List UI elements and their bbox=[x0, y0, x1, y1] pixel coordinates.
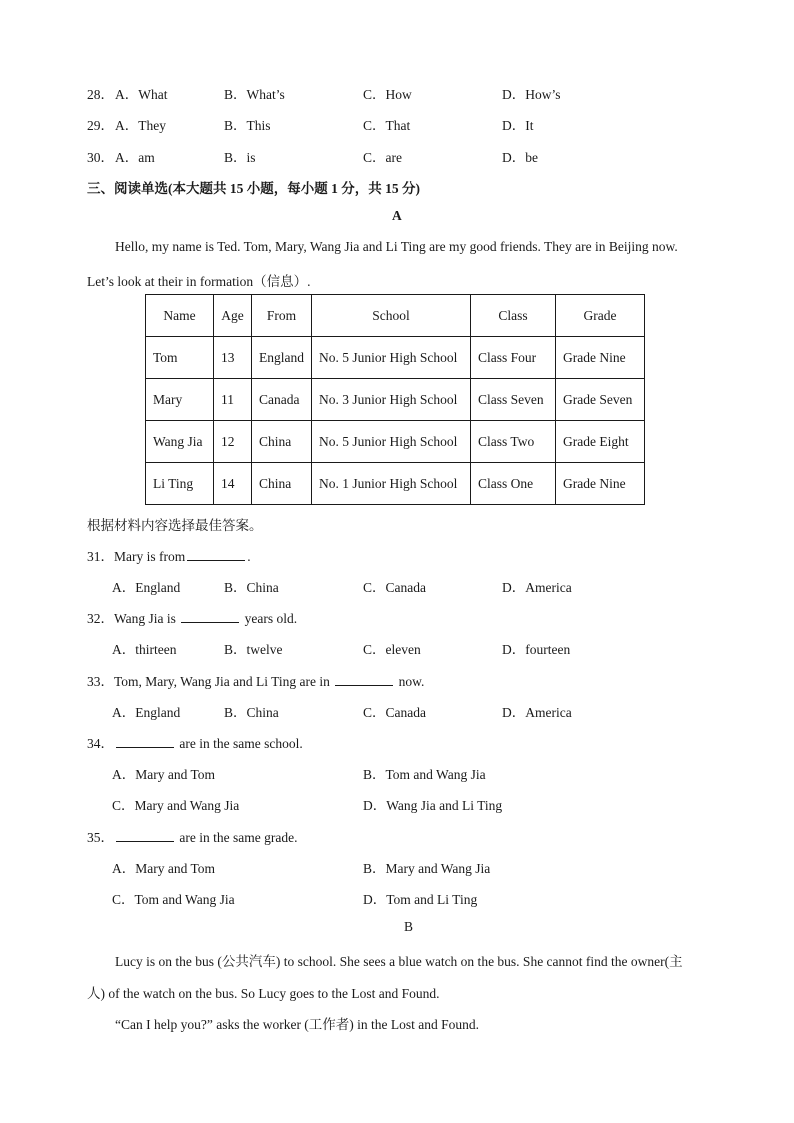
table-cell: Wang Jia bbox=[146, 421, 214, 463]
student-info-table bbox=[145, 294, 645, 505]
table-cell: Grade Nine bbox=[556, 337, 645, 379]
answer-blank[interactable] bbox=[116, 736, 174, 748]
question-35-stem bbox=[87, 826, 297, 846]
question-32-text: Wang Jia is bbox=[114, 611, 176, 626]
table-cell: No. 5 Junior High School bbox=[312, 421, 471, 463]
question-31-option-b[interactable]: B．China bbox=[224, 580, 279, 595]
question-29-option-b[interactable]: B．This bbox=[224, 118, 271, 133]
question-35-option-d[interactable]: D．Tom and Li Ting bbox=[363, 892, 478, 907]
question-34-option-b[interactable]: B．Tom and Wang Jia bbox=[363, 767, 486, 782]
question-28-option-d[interactable]: D．How’s bbox=[502, 87, 561, 102]
passage-b-line-1: Lucy is on the bus (公共汽车) to school. She sees a blue watch on the bus. She cannot find the owner(主 bbox=[115, 954, 683, 969]
table-row bbox=[146, 337, 645, 379]
table-header-row bbox=[146, 295, 645, 337]
instruction-text: 根据材料内容选择最佳答案。 bbox=[87, 518, 263, 533]
table-header-cell: Class bbox=[471, 295, 556, 337]
question-28-option-c[interactable]: C．How bbox=[363, 87, 412, 102]
passage-a-line-2: Let’s look at their in formation（信息）. bbox=[87, 274, 311, 289]
question-34-text: are in the same school. bbox=[179, 736, 303, 751]
table-cell: No. 1 Junior High School bbox=[312, 463, 471, 505]
question-35-option-b[interactable]: B．Mary and Wang Jia bbox=[363, 861, 491, 876]
question-29-option-a[interactable]: A．They bbox=[115, 118, 166, 133]
question-28-number: 28． bbox=[87, 87, 114, 102]
question-35-option-c[interactable]: C．Tom and Wang Jia bbox=[112, 892, 235, 907]
table-cell: Class Seven bbox=[471, 379, 556, 421]
table-row bbox=[146, 421, 645, 463]
question-32-text-end: years old. bbox=[244, 611, 298, 626]
passage-b-line-2: 人) of the watch on the bus. So Lucy goes to the Lost and Found. bbox=[87, 986, 440, 1001]
answer-blank[interactable] bbox=[181, 611, 239, 623]
passage-a-line-1: Hello, my name is Ted. Tom, Mary, Wang Jia and Li Ting are my good friends. They are in Beijing now. bbox=[115, 239, 678, 254]
table-cell: Grade Seven bbox=[556, 379, 645, 421]
table-cell: England bbox=[252, 337, 312, 379]
question-33-text: Tom, Mary, Wang Jia and Li Ting are in bbox=[114, 674, 330, 689]
table-header-cell: School bbox=[312, 295, 471, 337]
question-28-option-a[interactable]: A．What bbox=[115, 87, 168, 102]
question-32-number: 32． bbox=[87, 611, 114, 626]
table-cell: Class One bbox=[471, 463, 556, 505]
question-31-option-d[interactable]: D．America bbox=[502, 580, 572, 595]
question-34-number: 34． bbox=[87, 736, 114, 751]
question-29-option-c[interactable]: C．That bbox=[363, 118, 411, 133]
table-header-cell: Name bbox=[146, 295, 214, 337]
table-cell: Class Four bbox=[471, 337, 556, 379]
table-header-cell: Grade bbox=[556, 295, 645, 337]
question-30-option-c[interactable]: C．are bbox=[363, 150, 402, 165]
table-cell: Canada bbox=[252, 379, 312, 421]
question-34-option-c[interactable]: C．Mary and Wang Jia bbox=[112, 798, 240, 813]
table-header-cell: From bbox=[252, 295, 312, 337]
question-31-text: Mary is from bbox=[114, 549, 186, 564]
table-cell: No. 5 Junior High School bbox=[312, 337, 471, 379]
question-35-number: 35． bbox=[87, 830, 114, 845]
question-31-option-a[interactable]: A．England bbox=[112, 580, 181, 595]
question-33-option-d[interactable]: D．America bbox=[502, 705, 572, 720]
question-33-number: 33． bbox=[87, 674, 114, 689]
question-33-option-b[interactable]: B．China bbox=[224, 705, 279, 720]
table-row bbox=[146, 379, 645, 421]
table-cell: Tom bbox=[146, 337, 214, 379]
passage-b-label: B bbox=[404, 919, 414, 934]
question-29-number: 29． bbox=[87, 118, 114, 133]
table-row bbox=[146, 463, 645, 505]
table-header-cell: Age bbox=[214, 295, 252, 337]
answer-blank[interactable] bbox=[335, 674, 393, 686]
table-cell: Grade Nine bbox=[556, 463, 645, 505]
table-cell: 12 bbox=[214, 421, 252, 463]
question-29-option-d[interactable]: D．It bbox=[502, 118, 534, 133]
table-cell: Grade Eight bbox=[556, 421, 645, 463]
section-title: 三、阅读单选(本大题共 15 小题，每小题 1 分，共 15 分) bbox=[87, 181, 420, 196]
question-31-option-c[interactable]: C．Canada bbox=[363, 580, 426, 595]
passage-a-label: A bbox=[392, 208, 402, 223]
question-32-option-b[interactable]: B．twelve bbox=[224, 642, 283, 657]
question-33-option-a[interactable]: A．England bbox=[112, 705, 181, 720]
question-31-stem bbox=[87, 545, 251, 565]
table-cell: 13 bbox=[214, 337, 252, 379]
answer-blank[interactable] bbox=[116, 830, 174, 842]
table-cell: China bbox=[252, 463, 312, 505]
table-cell: Class Two bbox=[471, 421, 556, 463]
table-cell: No. 3 Junior High School bbox=[312, 379, 471, 421]
question-32-option-d[interactable]: D．fourteen bbox=[502, 642, 571, 657]
question-34-option-a[interactable]: A．Mary and Tom bbox=[112, 767, 216, 782]
question-31-text-end: . bbox=[247, 549, 251, 564]
question-32-option-c[interactable]: C．eleven bbox=[363, 642, 421, 657]
table-cell: China bbox=[252, 421, 312, 463]
question-35-option-a[interactable]: A．Mary and Tom bbox=[112, 861, 216, 876]
question-28-option-b[interactable]: B．What’s bbox=[224, 87, 285, 102]
table-cell: 14 bbox=[214, 463, 252, 505]
question-30-option-a[interactable]: A．am bbox=[115, 150, 155, 165]
table-cell: Mary bbox=[146, 379, 214, 421]
question-30-option-d[interactable]: D．be bbox=[502, 150, 538, 165]
question-34-option-d[interactable]: D．Wang Jia and Li Ting bbox=[363, 798, 503, 813]
question-33-text-end: now. bbox=[398, 674, 425, 689]
table-cell: Li Ting bbox=[146, 463, 214, 505]
answer-blank[interactable] bbox=[187, 549, 245, 561]
question-31-number: 31． bbox=[87, 549, 114, 564]
question-34-stem bbox=[87, 732, 303, 752]
question-32-option-a[interactable]: A．thirteen bbox=[112, 642, 177, 657]
question-35-text: are in the same grade. bbox=[179, 830, 298, 845]
question-30-option-b[interactable]: B．is bbox=[224, 150, 256, 165]
question-33-option-c[interactable]: C．Canada bbox=[363, 705, 426, 720]
table-cell: 11 bbox=[214, 379, 252, 421]
question-30-number: 30． bbox=[87, 150, 114, 165]
passage-b-line-3: “Can I help you?” asks the worker (工作者) in the Lost and Found. bbox=[115, 1017, 480, 1032]
question-32-stem bbox=[87, 607, 297, 627]
question-33-stem bbox=[87, 670, 424, 690]
